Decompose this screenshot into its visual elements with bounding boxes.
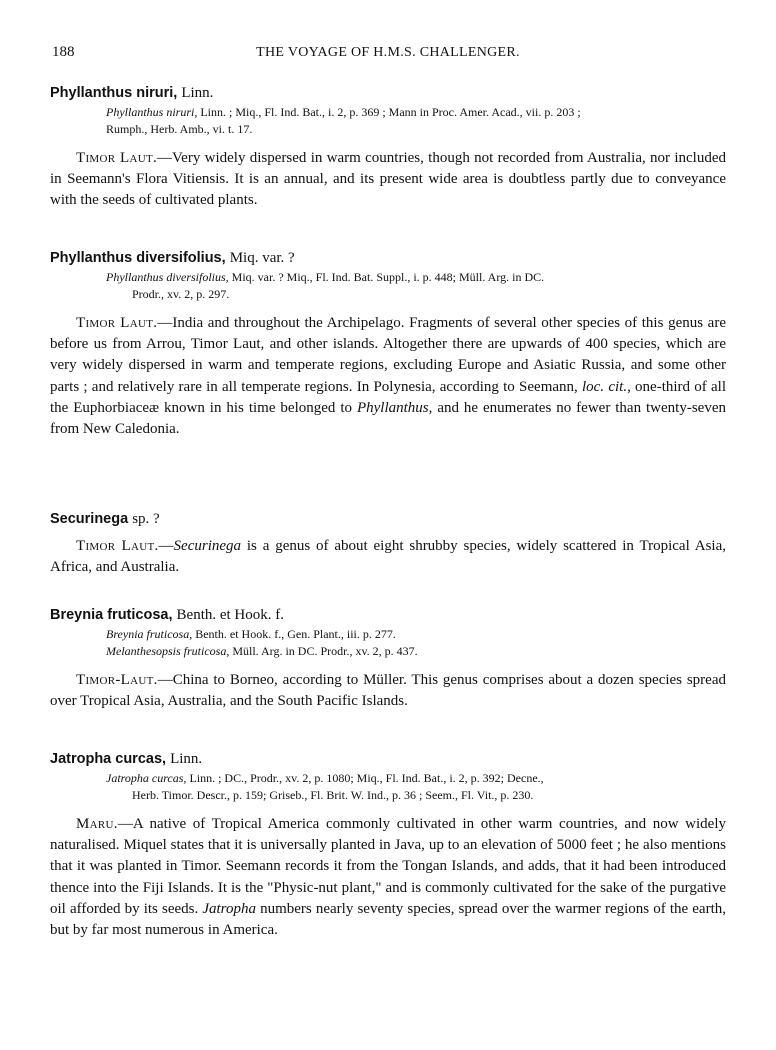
description: Timor Laut.—Very widely dispersed in warm countries, though not recorded from Australia, nor included in Seemann's Flora Vitiensis. It is an annual, and its present wide area is doubtless partly due to conveyance with the seeds of cultivated plants. <box>50 150 726 209</box>
species-name: Jatropha curcas, Linn. <box>50 751 203 767</box>
page-number: 188 <box>52 44 75 60</box>
synonymy: Phyllanthus niruri, Linn. ; Miq., Fl. Ind. Bat., i. 2, p. 369 ; Mann in Proc. Amer. Acad., vii. p. 203 ; Rumph., Herb. Amb., vi. t. 17. <box>106 105 581 136</box>
species-name: Phyllanthus niruri, Linn. <box>50 85 214 101</box>
description: Maru.—A native of Tropical America commonly cultivated in other warm countries, and now widely naturalised. Miquel states that it is universally planted in Java, up to an elevation of 5000 feet ; he also mentions that it was planted in Timor. Seemann records it from the Tongan Islands, and adds, that it had been introduced thence into the Fiji Islands. It is the "Physic-nut plant," and is commonly cultivated for the sake of the purgative oil afforded by its seeds. Jatropha numbers nearly seventy species, spread over the warmer regions of the earth, but by far most numerous in America. <box>50 816 726 939</box>
species-name: Phyllanthus diversifolius, Miq. var. ? <box>50 250 295 266</box>
synonymy: Jatropha curcas, Linn. ; DC., Prodr., xv. 2, p. 1080; Miq., Fl. Ind. Bat., i. 2, p. 392; Decne., Herb. Timor. Descr., p. 159; Griseb., Fl. Brit. W. Ind., p. 36 ; Seem., Fl. Vit., p. 230. <box>106 771 544 802</box>
entry-phyllanthus-niruri <box>50 83 726 212</box>
entry-jatropha-curcas <box>50 749 726 941</box>
description: Timor Laut.—India and throughout the Archipelago. Fragments of several other species of this genus are before us from Arrou, Timor Laut, and other islands. Altogether there are upwards of 400 species, which are very widely dispersed in warm and temperate regions, excluding Europe and Asiatic Russia, and some other parts ; and relatively rare in all temperate regions. In Polynesia, according to Seemann, loc. cit., one-third of all the Euphorbiaceæ known in his time belonged to Phyllanthus, and he enumerates no fewer than twenty-seven from New Caledonia. <box>50 315 726 438</box>
locality: Timor Laut. <box>76 538 159 554</box>
locality: Timor-Laut. <box>76 672 158 688</box>
species-name: Breynia fruticosa, Benth. et Hook. f. <box>50 607 285 623</box>
entry-phyllanthus-diversifolius <box>50 248 726 440</box>
description: Timor Laut.—Securinega is a genus of about eight shrubby species, widely scattered in Tropical Asia, Africa, and Australia. <box>50 538 726 576</box>
entry-securinega <box>50 509 726 578</box>
locality: Timor Laut. <box>76 150 158 166</box>
entry-breynia-fruticosa <box>50 605 726 712</box>
locality: Timor Laut. <box>76 315 158 331</box>
description: Timor-Laut.—China to Borneo, according to Müller. This genus comprises about a dozen species spread over Tropical Asia, Australia, and the South Pacific Islands. <box>50 672 726 710</box>
synonymy: Breynia fruticosa, Benth. et Hook. f., Gen. Plant., iii. p. 277. Melanthesopsis fruticosa, Müll. Arg. in DC. Prodr., xv. 2, p. 437. <box>106 627 418 658</box>
synonymy: Phyllanthus diversifolius, Miq. var. ? Miq., Fl. Ind. Bat. Suppl., i. p. 448; Müll. Arg. in DC. Prodr., xv. 2, p. 297. <box>106 270 545 301</box>
locality: Maru. <box>76 816 118 832</box>
species-name: Securinega sp. ? <box>50 511 160 527</box>
running-head: THE VOYAGE OF H.M.S. CHALLENGER. <box>256 45 520 60</box>
